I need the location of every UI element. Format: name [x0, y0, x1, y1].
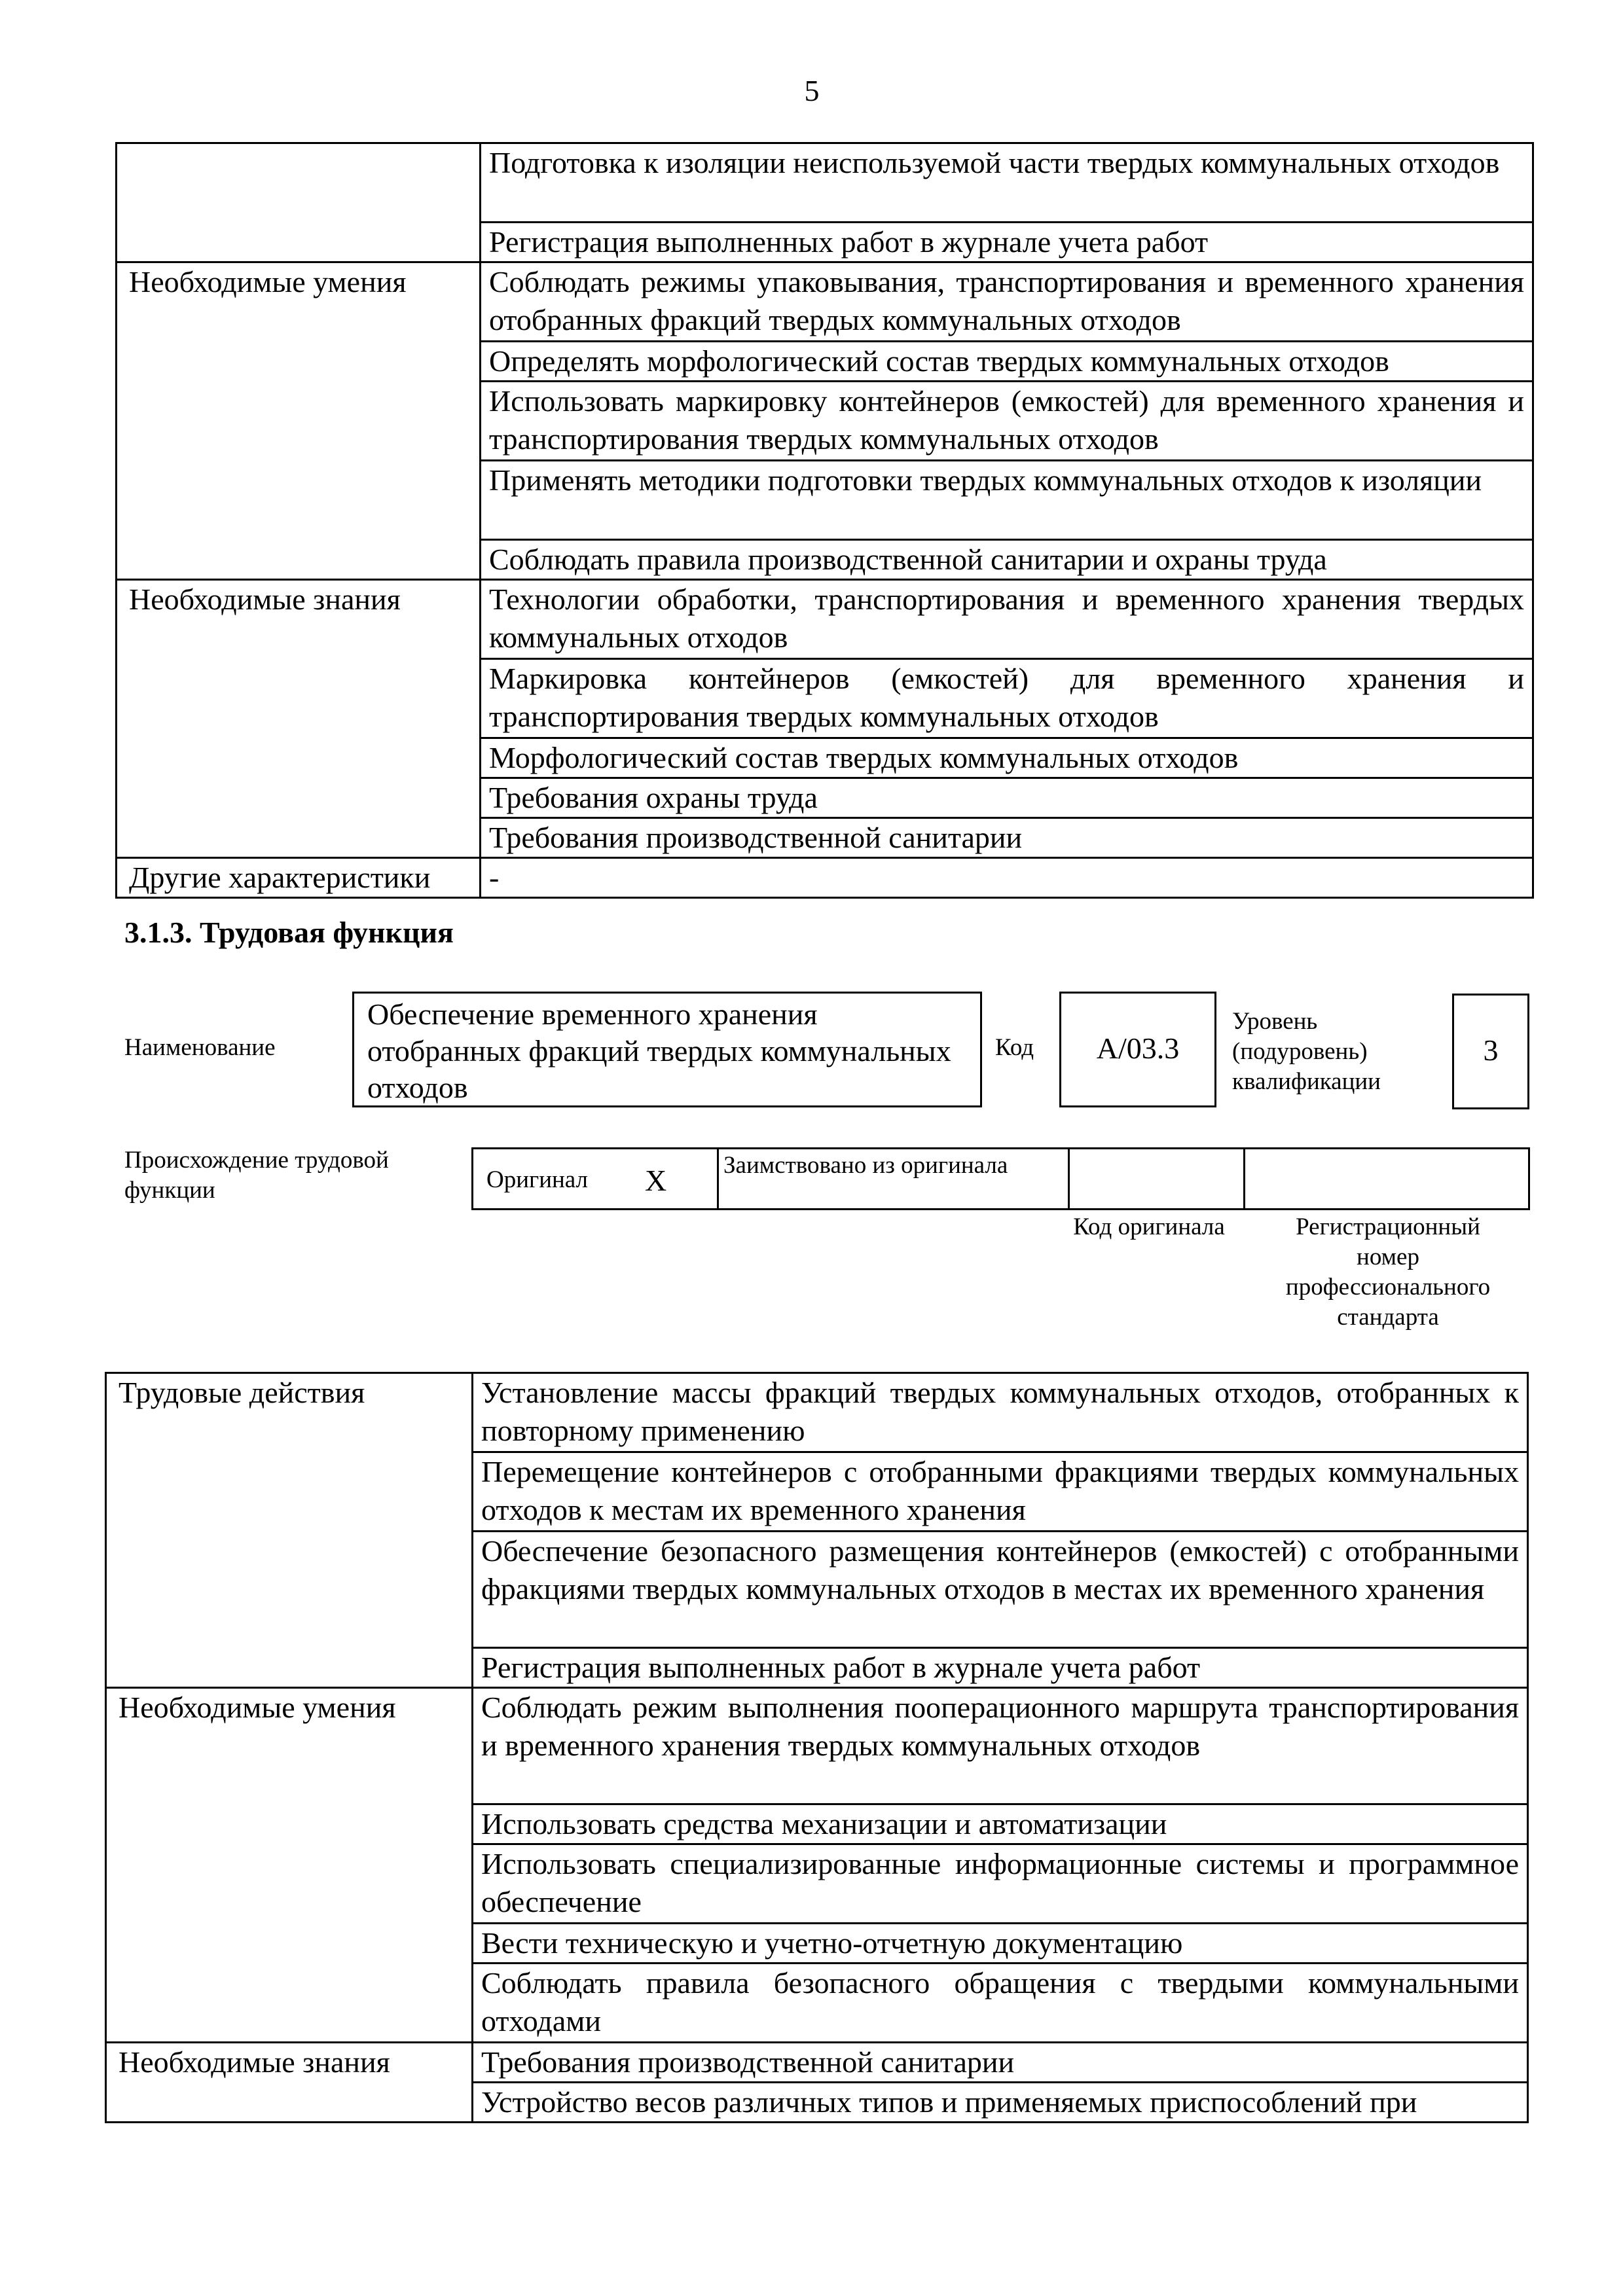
code-label: Код [995, 1034, 1034, 1061]
section-heading: 3.1.3. Трудовая функция [124, 916, 454, 949]
table-cell: - [481, 858, 1533, 898]
table-cell: Требования производственной санитарии [481, 818, 1533, 858]
original-cell [473, 1149, 719, 1208]
table-cell: Подготовка к изоляции неиспользуемой части твердых коммунальных отходов [481, 143, 1533, 223]
code-value: А/03.3 [1096, 1031, 1180, 1065]
origin-label: Происхождение трудовой функции [124, 1147, 389, 1204]
level-label: Уровень (подуровень) квалификации [1232, 1008, 1381, 1095]
row-label-skills: Необходимые умения [106, 1688, 473, 2043]
table-cell: Установление массы фракций твердых коммунальных отходов, отобранных к повторному применению [473, 1373, 1528, 1452]
code-caption: Код оригинала [1073, 1213, 1225, 1240]
table-cell: Маркировка контейнеров (емкостей) для временного хранения и транспортирования твердых коммунальных отходов [481, 659, 1533, 738]
table-cell: Использовать средства механизации и автоматизации [473, 1804, 1528, 1844]
page-number: 5 [804, 74, 820, 107]
level-value: 3 [1483, 1033, 1499, 1067]
name-label: Наименование [124, 1034, 276, 1061]
table-cell: Устройство весов различных типов и применяемых приспособлений при [473, 2083, 1528, 2123]
original-label: Оригинал [486, 1166, 589, 1193]
code-value-box [1059, 992, 1216, 1107]
table-cell: Регистрация выполненных работ в журнале учета работ [473, 1648, 1528, 1688]
reg-caption: Регистрационный номер профессионального стандарта [1285, 1213, 1491, 1331]
table-cell: Соблюдать правила безопасного обращения с твердыми коммунальными отходами [473, 1964, 1528, 2043]
row-label-knowledge: Необходимые знания [106, 2043, 473, 2123]
table-cell: Соблюдать режимы упаковывания, транспортирования и временного хранения отобранных фракций твердых коммунальных отходов [481, 262, 1533, 342]
table-cell: Технологии обработки, транспортирования и временного хранения твердых коммунальных отходов [481, 580, 1533, 659]
name-value: Обеспечение временного хранения отобранных фракций твердых коммунальных отходов [367, 997, 951, 1104]
table-cell: Использовать специализированные информационные системы и программное обеспечение [473, 1844, 1528, 1924]
table-cell: Регистрация выполненных работ в журнале учета работ [481, 223, 1533, 262]
row-label-other: Другие характеристики [117, 858, 481, 898]
row-label-skills: Необходимые умения [117, 262, 481, 580]
row-label [117, 143, 481, 262]
table-cell: Обеспечение безопасного размещения контейнеров (емкостей) с отобранными фракциями твердых коммунальных отходов в местах их временного хранения [473, 1532, 1528, 1648]
table-cell: Соблюдать режим выполнения пооперационного маршрута транспортирования и временного хранения твердых коммунальных отходов [473, 1688, 1528, 1804]
row-label-knowledge: Необходимые знания [117, 580, 481, 858]
table-cell: Требования охраны труда [481, 778, 1533, 818]
table-cell: Определять морфологический состав твердых коммунальных отходов [481, 342, 1533, 382]
table-cell: Перемещение контейнеров с отобранными фракциями твердых коммунальных отходов к местам их временного хранения [473, 1452, 1528, 1532]
table-cell: Требования производственной санитарии [473, 2043, 1528, 2083]
original-mark: X [645, 1164, 667, 1197]
name-value-box [352, 992, 982, 1107]
borrowed-label: Заимствовано из оригинала [723, 1152, 1008, 1179]
table-cell: Вести техническую и учетно-отчетную документацию [473, 1924, 1528, 1964]
table-cell: Применять методики подготовки твердых коммунальных отходов к изоляции [481, 461, 1533, 540]
table-cell: Морфологический состав твердых коммунальных отходов [481, 738, 1533, 778]
origin-row [471, 1147, 1530, 1210]
row-label-actions: Трудовые действия [106, 1373, 473, 1688]
origin-code-cell [1068, 1149, 1245, 1208]
competency-table-top [115, 142, 1534, 899]
table-cell: Использовать маркировку контейнеров (емкостей) для временного хранения и транспортирования твердых коммунальных отходов [481, 382, 1533, 461]
level-value-box [1452, 994, 1529, 1109]
table-cell: Соблюдать правила производственной санитарии и охраны труда [481, 540, 1533, 580]
competency-table-bottom [105, 1372, 1529, 2123]
